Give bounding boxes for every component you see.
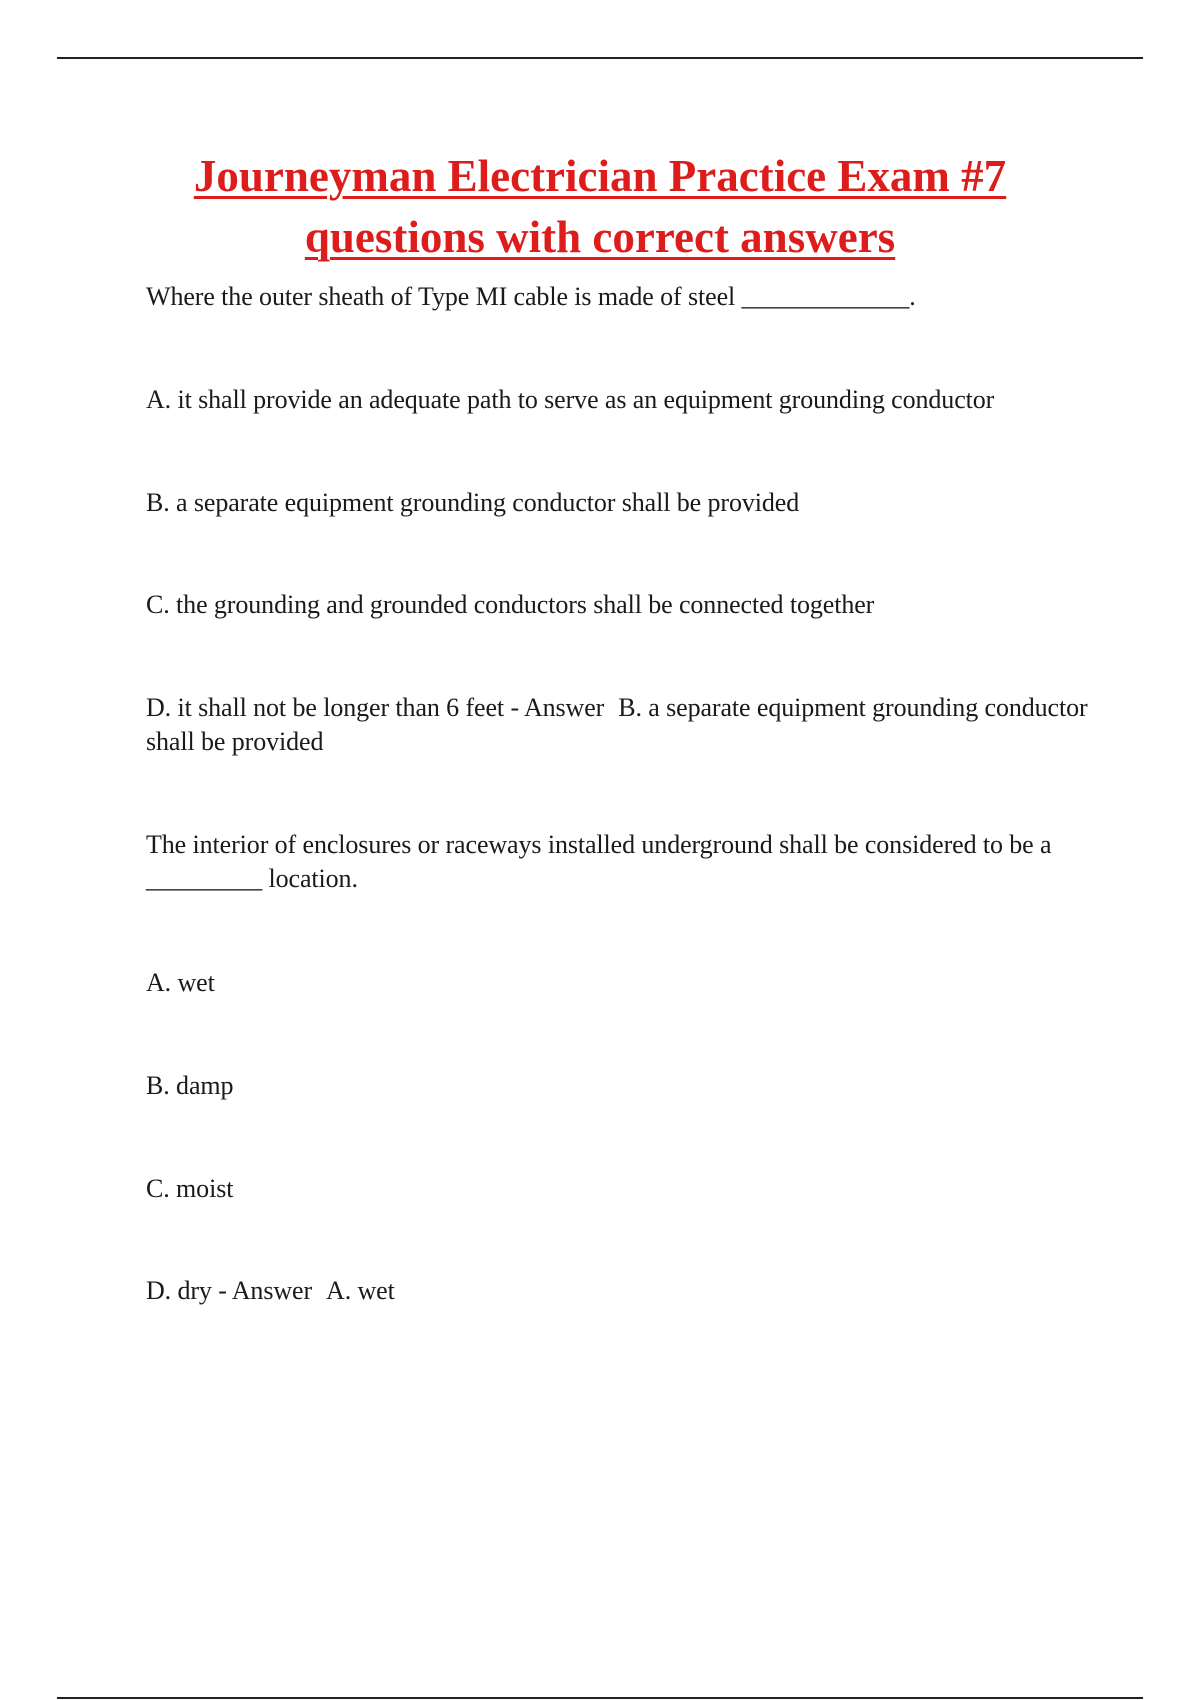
question-2-answer: A. wet bbox=[326, 1276, 395, 1305]
bottom-rule bbox=[57, 1697, 1143, 1699]
title-line-2: questions with correct answers bbox=[304, 212, 896, 262]
question-1-option-d: D. it shall not be longer than 6 feet - Answer bbox=[146, 693, 605, 722]
question-1-option-c: C. the grounding and grounded conductors shall be connected together bbox=[146, 590, 875, 619]
question-1-option-a: A. it shall provide an adequate path to serve as an equipment grounding conductor bbox=[146, 385, 995, 414]
question-2-option-b: B. damp bbox=[146, 1071, 234, 1100]
question-2-option-a: A. wet bbox=[146, 968, 215, 997]
title-line-1: Journeyman Electrician Practice Exam #7 bbox=[193, 151, 1007, 201]
document-title bbox=[60, 146, 1140, 268]
top-rule bbox=[57, 57, 1143, 59]
question-2-option-d: D. dry - Answer bbox=[146, 1276, 313, 1305]
question-2-stem: The interior of enclosures or raceways installed underground shall be considered to be a _________ location. bbox=[146, 830, 1052, 893]
question-1-option-b: B. a separate equipment grounding conductor shall be provided bbox=[146, 488, 800, 517]
question-2-option-c: C. moist bbox=[146, 1174, 234, 1203]
question-1-answer: B. a separate equipment grounding conductor shall be provided bbox=[146, 693, 1088, 756]
question-1-option-d-with-answer bbox=[146, 691, 1096, 759]
question-2-option-d-with-answer bbox=[146, 1274, 1096, 1308]
question-1-stem: Where the outer sheath of Type MI cable is made of steel _____________. bbox=[146, 282, 916, 311]
